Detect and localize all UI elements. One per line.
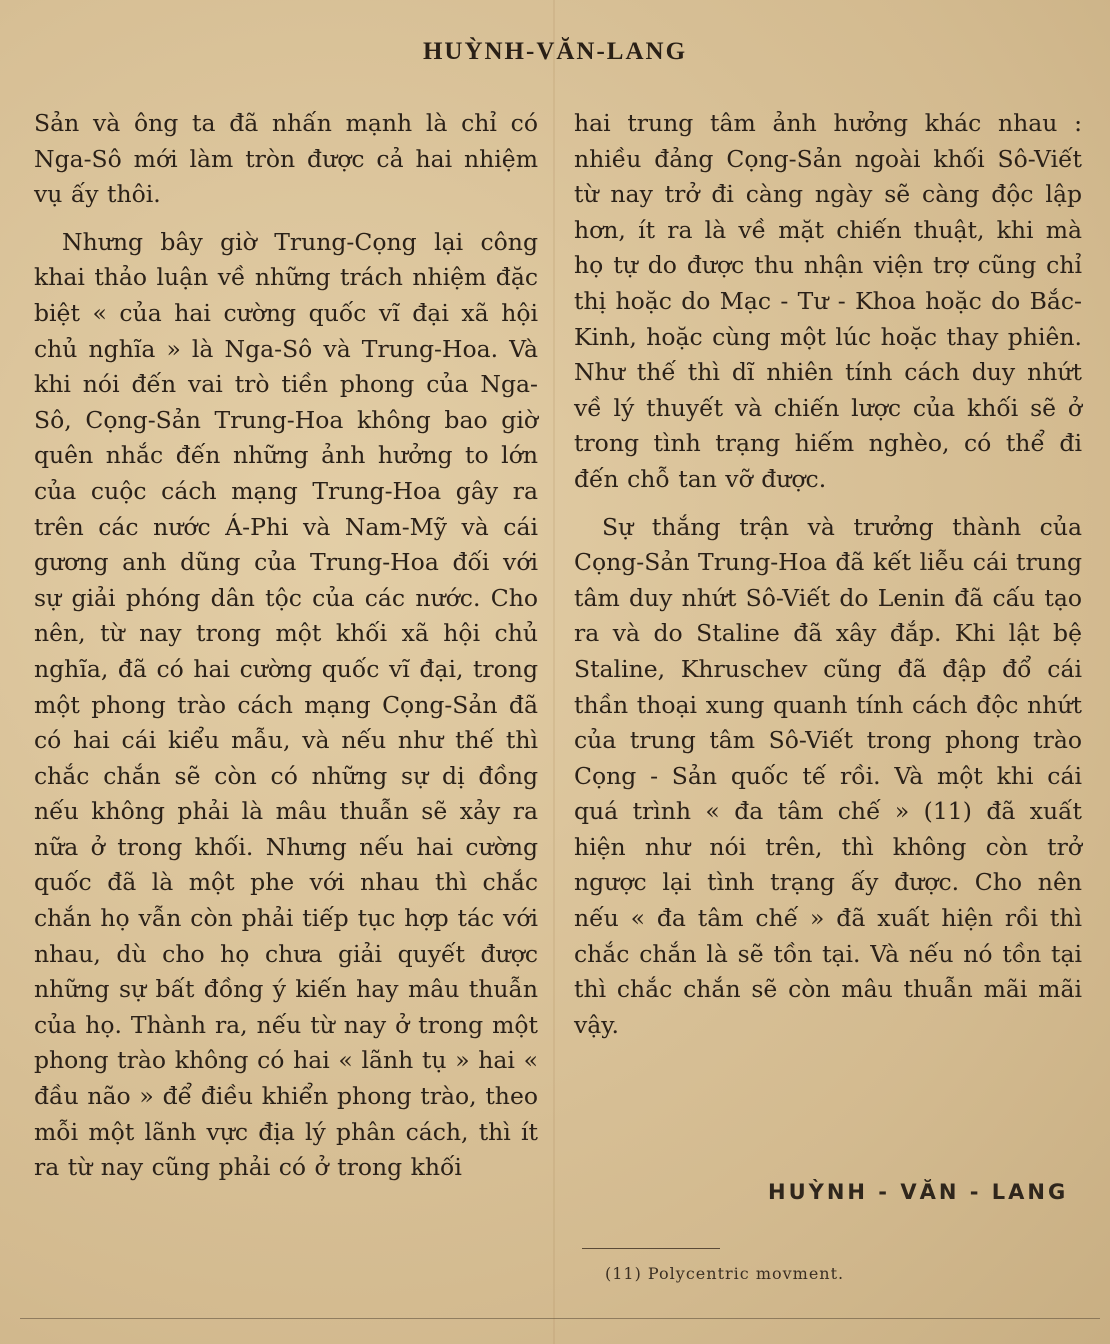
footnote: (11) Polycentric movment. — [605, 1264, 845, 1283]
left-column — [34, 106, 538, 1186]
left-paragraph-2: Nhưng bây giờ Trung-Cọng lại công khai thảo luận về những trách nhiệm đặc biệt « của hai cường quốc vĩ đại xã hội chủ nghĩa » là Nga-Sô và Trung-Hoa. Và khi nói đến vai trò tiền phong của Nga-Sô, Cọng-Sản Trung-Hoa không bao giờ quên nhắc đến những ảnh hưởng to lớn của cuộc cách mạng Trung-Hoa gây ra trên các nước Á-Phi và Nam-Mỹ và cái gương anh dũng của Trung-Hoa đối với sự giải phóng dân tộc của các nước. Cho nên, từ nay trong một khối xã hội chủ nghĩa, đã có hai cường quốc vĩ đại, trong một phong trào cách mạng Cọng-Sản đã có hai cái kiểu mẫu, và nếu như thế thì chắc chắn sẽ còn có những sự dị đồng nếu không phải là mâu thuẫn sẽ xảy ra nữa ở trong khối. Nhưng nếu hai cường quốc đã là một phe với nhau thì chắc chắn họ vẫn còn phải tiếp tục hợp tác với nhau, dù cho họ chưa giải quyết được những sự bất đồng ý kiến hay mâu thuẫn của họ. Thành ra, nếu từ nay ở trong một phong trào không có hai « lãnh tụ » hai « đầu não » để điều khiển phong trào, theo mỗi một lãnh vực địa lý phân cách, thì ít ra từ nay cũng phải có ở trong khối — [34, 227, 538, 1182]
footnote-divider — [582, 1248, 720, 1249]
right-column — [574, 106, 1082, 1043]
author-signature: HUỲNH - VĂN - LANG — [768, 1180, 1069, 1204]
right-paragraph-2: Sự thắng trận và trưởng thành của Cọng-Sản Trung-Hoa đã kết liễu cái trung tâm duy nhứt Sô-Viết do Lenin đã cấu tạo ra và do Staline đã xây đắp. Khi lật bệ Staline, Khruschev cũng đã đập đổ cái thần thoại xung quanh tính cách độc nhứt của trung tâm Sô-Viết trong phong trào Cọng - Sản quốc tế rồi. Và một khi cái quá trình « đa tâm chế » (11) đã xuất hiện như nói trên, thì không còn trở ngược lại tình trạng ấy được. Cho nên nếu « đa tâm chế » đã xuất hiện rồi thì chắc chắn là sẽ tồn tại. Và nếu nó tồn tại thì chắc chắn sẽ còn mâu thuẫn mãi mãi vậy. — [574, 512, 1082, 1039]
right-paragraph-1: hai trung tâm ảnh hưởng khác nhau : nhiều đảng Cọng-Sản ngoài khối Sô-Viết từ nay trở đi càng ngày sẽ càng độc lập hơn, ít ra là về mặt chiến thuật, khi mà họ tự do được thu nhận viện trợ cũng chỉ thị hoặc do Mạc - Tư - Khoa hoặc do Bắc-Kinh, hoặc cùng một lúc hoặc thay phiên. Như thế thì dĩ nhiên tính cách duy nhứt về lý thuyết và chiến lược của khối sẽ ở trong tình trạng hiếm nghèo, có thể đi đến chỗ tan vỡ được. — [574, 109, 1082, 493]
bottom-rule — [20, 1318, 1100, 1319]
page-header-title: HUỲNH-VĂN-LANG — [422, 38, 688, 65]
left-paragraph-1: Sản và ông ta đã nhấn mạnh là chỉ có Nga-Sô mới làm tròn được cả hai nhiệm vụ ấy thôi. — [34, 109, 538, 209]
page-crease — [553, 0, 555, 1344]
